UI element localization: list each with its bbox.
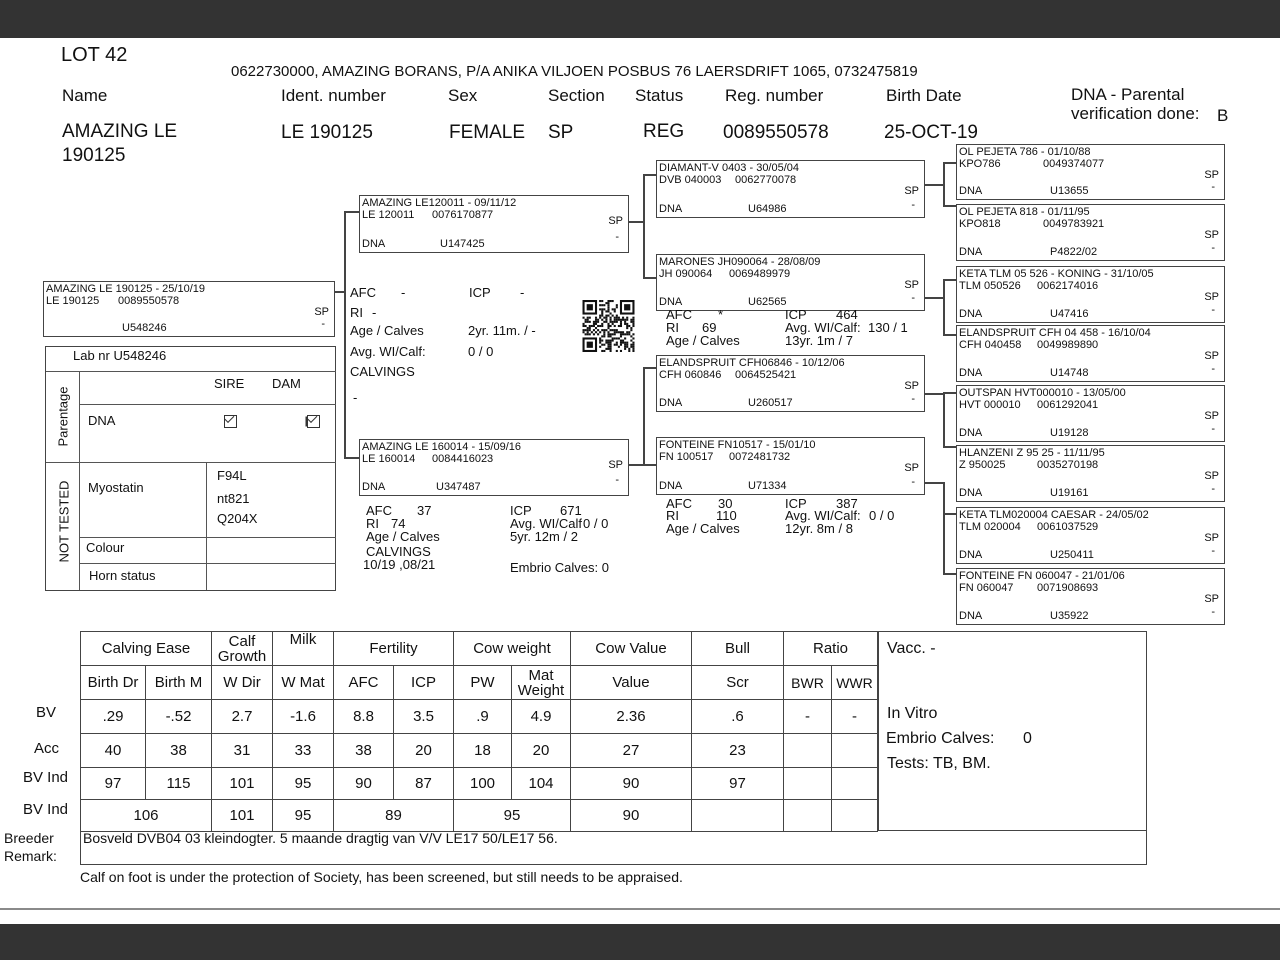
box-dna-label: DNA <box>959 487 983 499</box>
box-ident: HVT 000010 <box>959 399 1021 411</box>
bv-ind-group-cell: 101 <box>212 800 273 832</box>
box-ident: LE 160014 <box>362 453 416 465</box>
box-flag: - <box>911 393 915 405</box>
bv-cell: 3.5 <box>394 700 454 734</box>
group-header: Bull <box>692 632 784 666</box>
bv-ind-group-cell <box>832 800 878 832</box>
dam-ri-label: RI <box>366 516 379 531</box>
row-label-bv: BV <box>35 704 56 721</box>
gp2-ri-value: 69 <box>702 320 717 335</box>
embrio-calves-label: Embrio Calves: <box>886 730 995 747</box>
lab-number: Lab nr U548246 <box>73 348 167 363</box>
myostatin-variant: nt821 <box>217 491 250 506</box>
label-sex: Sex <box>448 86 478 105</box>
acc-cell: 23 <box>692 734 784 768</box>
gp2-ri-label: RI <box>666 320 679 335</box>
box-dna-number: U19128 <box>1050 427 1089 439</box>
row-label-bv-ind: BV Ind <box>22 769 68 786</box>
gp4-ri-label: RI <box>666 508 679 523</box>
dam-icp-value: 671 <box>560 503 582 518</box>
bv-ind-cell: 90 <box>571 768 692 800</box>
dam-calvings-value: 10/19 ,08/21 <box>363 557 436 572</box>
bv-row <box>81 700 878 734</box>
box-dna-number: U14748 <box>1050 367 1089 379</box>
bv-ind-cell <box>832 768 878 800</box>
gp4-avg-value: 0 / 0 <box>869 508 895 523</box>
box-reg: 0062174016 <box>1037 280 1099 292</box>
box-section: SP <box>1204 229 1219 241</box>
icp-label: ICP <box>469 285 491 300</box>
box-title: KETA TLM 05 526 - KONING - 31/10/05 <box>959 268 1154 280</box>
column-header: PW <box>454 666 512 700</box>
column-header: Birth M <box>146 666 212 700</box>
box-dna-label: DNA <box>959 246 983 258</box>
box-reg: 0076170877 <box>432 209 494 221</box>
box-ident: TLM 050526 <box>959 280 1021 292</box>
gp2-age-label: Age / Calves <box>666 333 740 348</box>
box-flag: - <box>1211 304 1215 316</box>
myostatin-label: Myostatin <box>88 480 144 495</box>
box-dna-number: U548246 <box>122 322 167 334</box>
box-dna-label: DNA <box>659 480 683 492</box>
box-section: SP <box>1204 532 1219 544</box>
acc-cell: 40 <box>81 734 146 768</box>
gp2-avg-value: 130 / 1 <box>868 320 908 335</box>
box-ident: FN 060047 <box>959 582 1014 594</box>
sire-column-label: SIRE <box>214 376 245 391</box>
gp2-afc-label: AFC <box>666 307 692 322</box>
age-value: 2yr. 11m. / - <box>468 323 536 338</box>
acc-row <box>81 734 878 768</box>
box-title: DIAMANT-V 0403 - 30/05/04 <box>659 162 800 174</box>
myostatin-variant: F94L <box>217 468 247 483</box>
bv-cell: - <box>784 700 832 734</box>
box-reg: 0069489979 <box>729 268 791 280</box>
box-dna-number: U35922 <box>1050 610 1089 622</box>
calvings-value: - <box>353 390 358 405</box>
pedigree-box-ggp-dd-d[interactable] <box>956 568 1225 625</box>
box-title: OL PEJETA 818 - 01/11/95 <box>959 206 1090 218</box>
box-ident: TLM 020004 <box>959 521 1021 533</box>
pedigree-box-ggp-ds-d[interactable] <box>956 445 1225 502</box>
in-vitro-label: In Vitro <box>887 705 938 722</box>
gp4-age-value: 12yr. 8m / 8 <box>785 521 853 536</box>
box-flag: - <box>615 474 619 486</box>
bv-ind-row <box>81 768 878 800</box>
column-header: Birth Dr <box>81 666 146 700</box>
bv-ind-cell: 101 <box>212 768 273 800</box>
pedigree-box-ggp-ss-s[interactable] <box>956 144 1225 200</box>
label-ident: Ident. number <box>281 86 386 105</box>
gp4-icp-label: ICP <box>785 496 807 511</box>
group-header-row <box>81 632 878 666</box>
group-header: Milk <box>273 632 334 666</box>
box-dna-label: DNA <box>959 610 983 622</box>
remark-label-line2: Remark: <box>4 848 57 864</box>
label-status: Status <box>635 86 684 105</box>
bv-ind-cell <box>784 768 832 800</box>
bottom-divider <box>0 908 1280 910</box>
box-reg: 0071908693 <box>1037 582 1099 594</box>
box-reg: 0061292041 <box>1037 399 1099 411</box>
label-reg: Reg. number <box>725 86 824 105</box>
reg-value: 0089550578 <box>723 122 829 143</box>
calvings-label: CALVINGS <box>350 364 415 379</box>
box-title: AMAZING LE 160014 - 15/09/16 <box>362 441 521 453</box>
box-dna-label: DNA <box>959 549 983 561</box>
gp4-avg-label: Avg. WI/Calf: <box>785 508 861 523</box>
group-header <box>212 632 273 666</box>
ident-value: LE 190125 <box>281 122 373 143</box>
bv-cell: - <box>832 700 878 734</box>
row-label-acc: Acc <box>33 740 59 757</box>
box-section: SP <box>608 215 623 227</box>
gp2-icp-value: 464 <box>836 307 858 322</box>
box-ident: Z 950025 <box>959 459 1006 471</box>
box-reg: 0089550578 <box>118 295 180 307</box>
pedigree-box-ggp-dd-s[interactable] <box>956 507 1225 564</box>
horn-status-label: Horn status <box>89 568 156 583</box>
box-ident: JH 090064 <box>659 268 713 280</box>
column-header: ICP <box>394 666 454 700</box>
afc-label: AFC <box>350 285 376 300</box>
animal-name-line2: 190125 <box>62 145 126 166</box>
box-flag: - <box>1211 606 1215 618</box>
colour-label: Colour <box>86 540 125 555</box>
box-section: SP <box>1204 410 1219 422</box>
bv-ind-group-cell: 95 <box>454 800 571 832</box>
gp2-icp-label: ICP <box>785 307 807 322</box>
box-dna-number: U260517 <box>748 397 793 409</box>
box-reg: 0062770078 <box>735 174 797 186</box>
box-dna-label: DNA <box>659 296 683 308</box>
box-ident: FN 100517 <box>659 451 714 463</box>
sire-dna-checkbox[interactable] <box>224 415 237 428</box>
box-section: SP <box>1204 169 1219 181</box>
box-dna-number: U347487 <box>436 481 481 493</box>
gp4-afc-value: 30 <box>718 496 733 511</box>
acc-cell: 33 <box>273 734 334 768</box>
acc-cell <box>784 734 832 768</box>
dam-avg-value: 0 / 0 <box>583 516 609 531</box>
vaccination-panel <box>878 631 1147 831</box>
dna-test-panel <box>45 346 336 591</box>
avg-label: Avg. WI/Calf: <box>350 344 426 359</box>
box-flag: - <box>1211 483 1215 495</box>
top-bar <box>0 0 1280 38</box>
box-ident: KPO818 <box>959 218 1001 230</box>
dam-calvings-label: CALVINGS <box>366 544 431 559</box>
box-title: KETA TLM020004 CAESAR - 24/05/02 <box>959 509 1149 521</box>
box-title: AMAZING LE 190125 - 25/10/19 <box>46 283 205 295</box>
bv-ind-cell: 97 <box>692 768 784 800</box>
box-dna-label: DNA <box>362 481 386 493</box>
bottom-bar <box>0 924 1280 960</box>
acc-cell: 20 <box>512 734 571 768</box>
dam-avg-label: Avg. WI/Calf <box>510 516 583 531</box>
box-dna-label: DNA <box>959 308 983 320</box>
box-flag: - <box>911 292 915 304</box>
box-dna-label: DNA <box>959 427 983 439</box>
not-tested-label: NOT TESTED <box>56 480 72 563</box>
box-title: OUTSPAN HVT000010 - 13/05/00 <box>959 387 1126 399</box>
acc-cell: 18 <box>454 734 512 768</box>
avg-value: 0 / 0 <box>468 344 494 359</box>
myostatin-variant: Q204X <box>217 511 258 526</box>
bv-ind-group-cell: 95 <box>273 800 334 832</box>
label-section: Section <box>548 86 605 105</box>
pedigree-box-sire[interactable] <box>359 195 629 253</box>
breeder-remark-label <box>4 829 57 865</box>
column-header: Scr <box>692 666 784 700</box>
pedigree-box-grandsire-maternal[interactable] <box>656 355 925 412</box>
column-header: BWR <box>784 666 832 700</box>
lot-number: LOT 42 <box>61 44 128 66</box>
bv-cell: 2.7 <box>212 700 273 734</box>
box-dna-label: DNA <box>959 367 983 379</box>
bv-ind-group-cell: 106 <box>81 800 212 832</box>
box-dna-label: DNA <box>362 238 386 250</box>
pedigree-box-subject[interactable] <box>43 281 335 337</box>
box-flag: - <box>1211 423 1215 435</box>
gp4-age-label: Age / Calves <box>666 521 740 536</box>
row-label-bv-ind-group: BV Ind <box>22 801 68 818</box>
column-header-row <box>81 666 878 700</box>
box-flag: - <box>1211 545 1215 557</box>
breeder-remark-text: Bosveld DVB04 03 kleindogter. 5 maande dragtig van V/V LE17 50/LE17 56. <box>83 830 558 846</box>
bv-cell: 4.9 <box>512 700 571 734</box>
box-title: FONTEINE FN10517 - 15/01/10 <box>659 439 816 451</box>
dam-dna-checkbox[interactable] <box>307 415 320 428</box>
group-header: Calving Ease <box>81 632 212 666</box>
pedigree-box-ggp-sd-d[interactable] <box>956 325 1225 382</box>
dam-icp-label: ICP <box>510 503 532 518</box>
box-flag: - <box>1211 242 1215 254</box>
dam-age-label: Age / Calves <box>366 529 440 544</box>
box-title: ELANDSPRUIT CFH 04 458 - 16/10/04 <box>959 327 1151 339</box>
box-section: SP <box>1204 350 1219 362</box>
section-value: SP <box>548 122 574 143</box>
animal-name-line1: AMAZING LE <box>62 121 178 142</box>
box-title: MARONES JH090064 - 28/08/09 <box>659 256 821 268</box>
afc-value: - <box>401 285 406 300</box>
box-title: ELANDSPRUIT CFH06846 - 10/12/06 <box>659 357 845 369</box>
embrio-calves-value: 0 <box>1023 730 1032 747</box>
breeder-line: 0622730000, AMAZING BORANS, P/A ANIKA VILJOEN POSBUS 76 LAERSDRIFT 1065, 0732475819 <box>231 63 918 80</box>
dam-ri-value: 74 <box>391 516 406 531</box>
bv-ind-group-cell <box>692 800 784 832</box>
pedigree-box-ggp-ss-d[interactable] <box>956 204 1225 261</box>
box-section: SP <box>314 306 329 318</box>
box-dna-number: P4822/02 <box>1050 246 1098 258</box>
box-flag: - <box>911 199 915 211</box>
box-dna-number: U19161 <box>1050 487 1089 499</box>
bv-ind-cell: 87 <box>394 768 454 800</box>
dam-age-value: 5yr. 12m / 2 <box>510 529 578 544</box>
label-name: Name <box>62 86 108 105</box>
box-flag: - <box>321 318 325 330</box>
box-section: SP <box>1204 593 1219 605</box>
label-dna-verification: verification done: <box>1071 104 1200 123</box>
group-header: Cow Value <box>571 632 692 666</box>
birth-value: 25-OCT-19 <box>884 122 978 143</box>
icp-value: - <box>520 285 525 300</box>
bv-cell: 2.36 <box>571 700 692 734</box>
box-section: SP <box>904 279 919 291</box>
bv-ind-group-cell: 90 <box>571 800 692 832</box>
acc-cell: 20 <box>394 734 454 768</box>
bv-cell: -.52 <box>146 700 212 734</box>
box-dna-number: U147425 <box>440 238 485 250</box>
box-section: SP <box>904 380 919 392</box>
box-title: AMAZING LE120011 - 09/11/12 <box>362 197 517 209</box>
column-header: Mat Weight <box>512 666 571 700</box>
bv-ind-cell: 97 <box>81 768 146 800</box>
bv-ind-cell: 104 <box>512 768 571 800</box>
box-section: SP <box>608 459 623 471</box>
remark-label-line1: Breeder <box>4 830 54 846</box>
box-ident: LE 120011 <box>362 209 415 221</box>
vacc-text: Vacc. - <box>887 640 936 657</box>
box-dna-number: U47416 <box>1050 308 1089 320</box>
box-flag: - <box>1211 363 1215 375</box>
label-dna-parental: DNA - Parental <box>1071 85 1185 104</box>
gp2-age-value: 13yr. 1m / 7 <box>785 333 853 348</box>
box-reg: 0035270198 <box>1037 459 1099 471</box>
dna-row-label: DNA <box>88 413 116 428</box>
bv-cell: -1.6 <box>273 700 334 734</box>
breeding-values-table <box>80 631 878 832</box>
bv-ind-cell: 95 <box>273 768 334 800</box>
dam-afc-label: AFC <box>366 503 392 518</box>
box-flag: - <box>615 231 619 243</box>
pedigree-box-dam[interactable] <box>359 439 629 496</box>
age-label: Age / Calves <box>350 323 424 338</box>
box-dna-number: U250411 <box>1050 549 1094 561</box>
bv-ind-group-row <box>81 800 878 832</box>
gp2-afc-value: * <box>718 307 724 322</box>
box-ident: LE 190125 <box>46 295 100 307</box>
acc-cell: 27 <box>571 734 692 768</box>
box-ident: DVB 040003 <box>659 174 722 186</box>
column-header: AFC <box>334 666 394 700</box>
group-header: Fertility <box>334 632 454 666</box>
bv-ind-cell: 90 <box>334 768 394 800</box>
box-reg: 0064525421 <box>735 369 797 381</box>
box-section: SP <box>904 462 919 474</box>
acc-cell: 38 <box>334 734 394 768</box>
dam-afc-value: 37 <box>417 503 432 518</box>
bv-cell: .6 <box>692 700 784 734</box>
footer-note: Calf on foot is under the protection of Society, has been screened, but still needs to be appraised. <box>80 869 683 885</box>
box-title: HLANZENI Z 95 25 - 11/11/95 <box>959 447 1105 459</box>
label-birth: Birth Date <box>886 86 962 105</box>
box-reg: 0049783921 <box>1043 218 1105 230</box>
bv-ind-group-cell <box>784 800 832 832</box>
gp4-icp-value: 387 <box>836 496 858 511</box>
box-section: SP <box>1204 291 1219 303</box>
ri-value: - <box>372 305 377 320</box>
parentage-label: Parentage <box>55 386 71 447</box>
bv-cell: 8.8 <box>334 700 394 734</box>
pedigree-box-grandsire-paternal[interactable] <box>656 160 925 218</box>
acc-cell <box>832 734 878 768</box>
pedigree-box-ggp-ds-s[interactable] <box>956 385 1225 442</box>
group-header: Cow weight <box>454 632 571 666</box>
acc-cell: 38 <box>146 734 212 768</box>
box-dna-label: DNA <box>959 185 983 197</box>
column-header: W Dir <box>212 666 273 700</box>
ri-label: RI <box>350 305 363 320</box>
pedigree-box-granddam-paternal[interactable] <box>656 254 925 311</box>
dna-verified-value: B <box>1217 106 1229 125</box>
gp4-ri-value: 110 <box>716 508 737 523</box>
bv-cell: .29 <box>81 700 146 734</box>
box-ident: KPO786 <box>959 158 1001 170</box>
box-dna-number: U13655 <box>1050 185 1089 197</box>
tests-text: Tests: TB, BM. <box>887 755 991 772</box>
box-dna-label: DNA <box>659 397 683 409</box>
bv-ind-cell: 115 <box>146 768 212 800</box>
box-section: SP <box>904 185 919 197</box>
dam-embrio: Embrio Calves: 0 <box>510 560 609 575</box>
box-title: FONTEINE FN 060047 - 21/01/06 <box>959 570 1125 582</box>
column-header: Value <box>571 666 692 700</box>
sex-value: FEMALE <box>449 122 526 143</box>
box-reg: 0049374077 <box>1043 158 1105 170</box>
group-header: Ratio <box>784 632 878 666</box>
box-dna-number: U71334 <box>748 480 787 492</box>
box-reg: 0072481732 <box>729 451 791 463</box>
qr-code-icon <box>582 300 635 352</box>
status-value: REG <box>643 121 685 142</box>
box-title: OL PEJETA 786 - 01/10/88 <box>959 146 1091 158</box>
bv-cell: .9 <box>454 700 512 734</box>
box-reg: 0084416023 <box>432 453 494 465</box>
box-flag: - <box>1211 181 1215 193</box>
box-section: SP <box>1204 470 1219 482</box>
pedigree-box-ggp-sd-s[interactable] <box>956 266 1225 323</box>
pedigree-box-granddam-maternal[interactable] <box>656 437 925 495</box>
group-header-text: Calf Growth <box>217 632 267 665</box>
box-dna-number: U64986 <box>748 203 787 215</box>
box-ident: CFH 060846 <box>659 369 722 381</box>
dam-column-label: DAM <box>272 376 301 391</box>
box-reg: 0061037529 <box>1037 521 1099 533</box>
column-header: W Mat <box>273 666 334 700</box>
breeder-remark-box <box>80 830 1147 865</box>
box-ident: CFH 040458 <box>959 339 1022 351</box>
gp4-afc-label: AFC <box>666 496 692 511</box>
acc-cell: 31 <box>212 734 273 768</box>
box-dna-label: DNA <box>659 203 683 215</box>
box-dna-number: U62565 <box>748 296 787 308</box>
box-reg: 0049989890 <box>1037 339 1099 351</box>
box-flag: - <box>911 476 915 488</box>
bv-ind-group-cell: 89 <box>334 800 454 832</box>
column-header: WWR <box>832 666 878 700</box>
bv-ind-cell: 100 <box>454 768 512 800</box>
gp2-avg-label: Avg. WI/Calf: <box>785 320 861 335</box>
